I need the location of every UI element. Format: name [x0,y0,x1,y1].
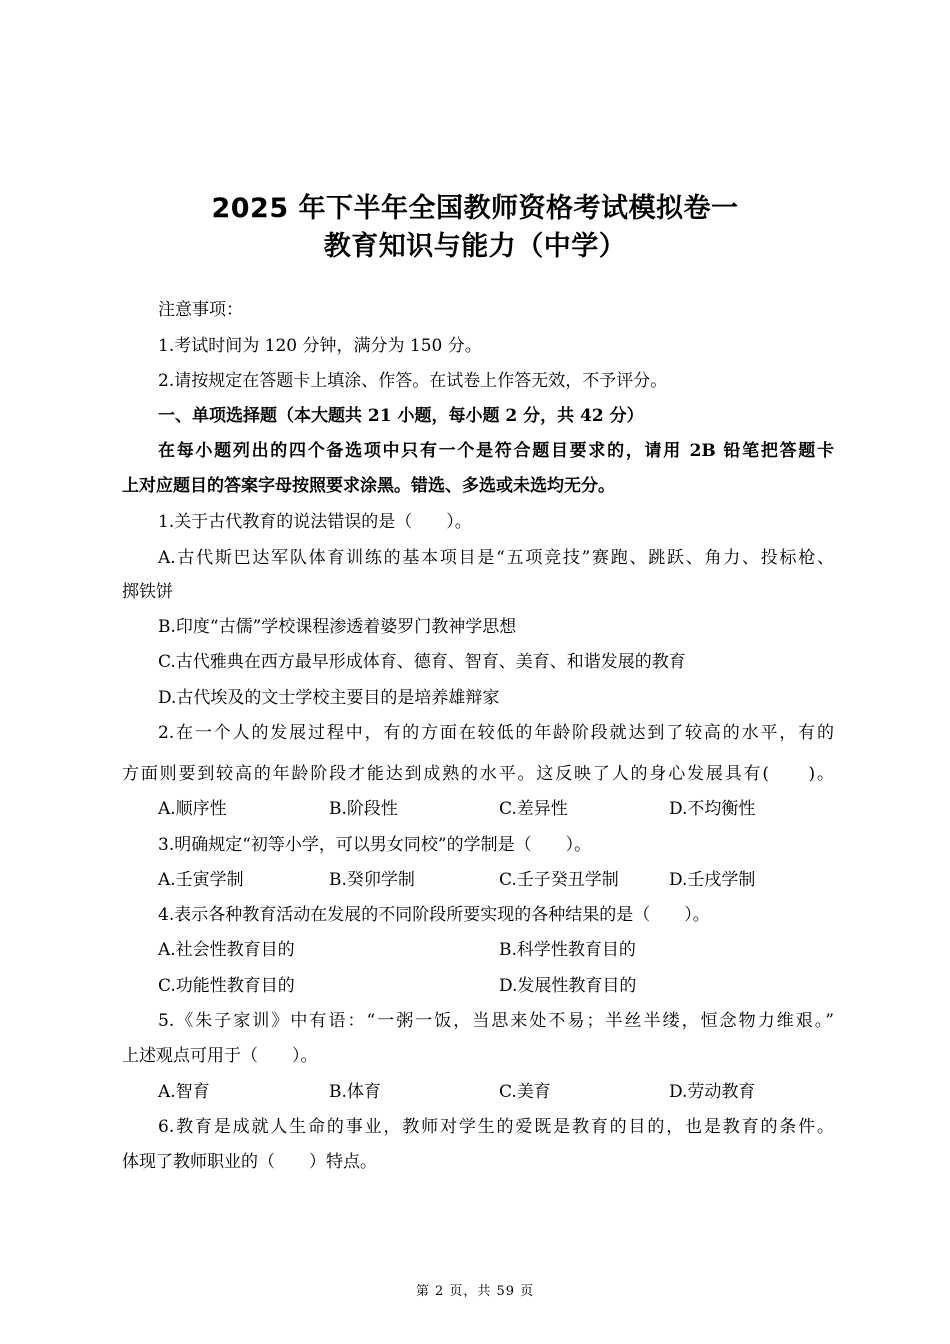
question-6-stem-line-2: 体现了教师职业的（ ）特点。 [122,1152,377,1172]
section-heading: 一、单项选择题（本大题共 21 小题，每小题 2 分，共 42 分） [158,406,644,426]
question-3-option-b: B.癸卯学制 [329,870,415,890]
question-4-option-b: B.科学性教育目的 [499,940,636,960]
question-2-stem-line-1: 2.在一个人的发展过程中，有的方面在较低的年龄阶段就达到了较高的水平，有的 [158,723,834,743]
question-4-stem: 4.表示各种教育活动在发展的不同阶段所要实现的各种结果的是（ ）。 [158,905,710,925]
question-3-option-a: A.壬寅学制 [158,870,244,890]
question-2-stem-line-2: 方面则要到较高的年龄阶段才能达到成熟的水平。这反映了人的身心发展具有( )。 [122,764,834,784]
question-5-stem-line-2: 上述观点可用于（ ）。 [122,1046,318,1066]
question-5-stem-line-1: 5.《朱子家训》中有语：“一粥一饭，当思来处不易；半丝半缕，恒念物力维艰。” [158,1011,834,1031]
question-1-option-c: C.古代雅典在西方最早形成体育、德育、智育、美育、和谐发展的教育 [158,652,686,672]
question-5-option-a: A.智育 [158,1082,210,1102]
question-3-option-d: D.壬戌学制 [669,870,756,890]
exam-subtitle: 教育知识与能力（中学） [323,231,627,262]
question-2-option-b: B.阶段性 [329,799,398,819]
question-1-option-a: A.古代斯巴达军队体育训练的基本项目是“五项竞技”赛跑、跳跃、角力、投标枪、 [158,548,834,568]
question-1-option-a-cont: 掷铁饼 [122,582,173,602]
question-5-option-b: B.体育 [329,1082,381,1102]
question-3-stem: 3.明确规定“初等小学，可以男女同校”的学制是（ ）。 [158,835,592,855]
section-instruction-line-1: 在每小题列出的四个备选项中只有一个是符合题目要求的，请用 2B 铅笔把答题卡 [158,441,834,461]
question-1-option-b: B.印度“古儒”学校课程渗透着婆罗门教神学思想 [158,617,517,637]
notice-heading: 注意事项： [158,300,243,320]
notice-item-1: 1.考试时间为 120 分钟，满分为 150 分。 [158,336,482,356]
question-4-option-c: C.功能性教育目的 [158,976,295,996]
question-5-option-d: D.劳动教育 [669,1082,756,1102]
page-footer: 第 2 页，共 59 页 [415,1284,535,1299]
notice-item-2: 2.请按规定在答题卡上填涂、作答。在试卷上作答无效，不予评分。 [158,371,668,391]
exam-title: 2025 年下半年全国教师资格考试模拟卷一 [211,193,739,224]
question-5-option-c: C.美育 [499,1082,551,1102]
question-2-option-c: C.差异性 [499,799,568,819]
question-2-option-d: D.不均衡性 [669,799,756,819]
section-instruction-line-2: 上对应题目的答案字母按照要求涂黑。错选、多选或未选均无分。 [122,476,615,496]
question-3-option-c: C.壬子癸丑学制 [499,870,619,890]
question-2-option-a: A.顺序性 [158,799,227,819]
question-6-stem-line-1: 6.教育是成就人生命的事业，教师对学生的爱既是教育的目的，也是教育的条件。 [158,1117,834,1137]
question-1-option-d: D.古代埃及的文士学校主要目的是培养雄辩家 [158,688,500,708]
question-1-stem: 1.关于古代教育的说法错误的是（ ）。 [158,512,472,532]
question-4-option-d: D.发展性教育目的 [499,976,637,996]
question-4-option-a: A.社会性教育目的 [158,940,295,960]
